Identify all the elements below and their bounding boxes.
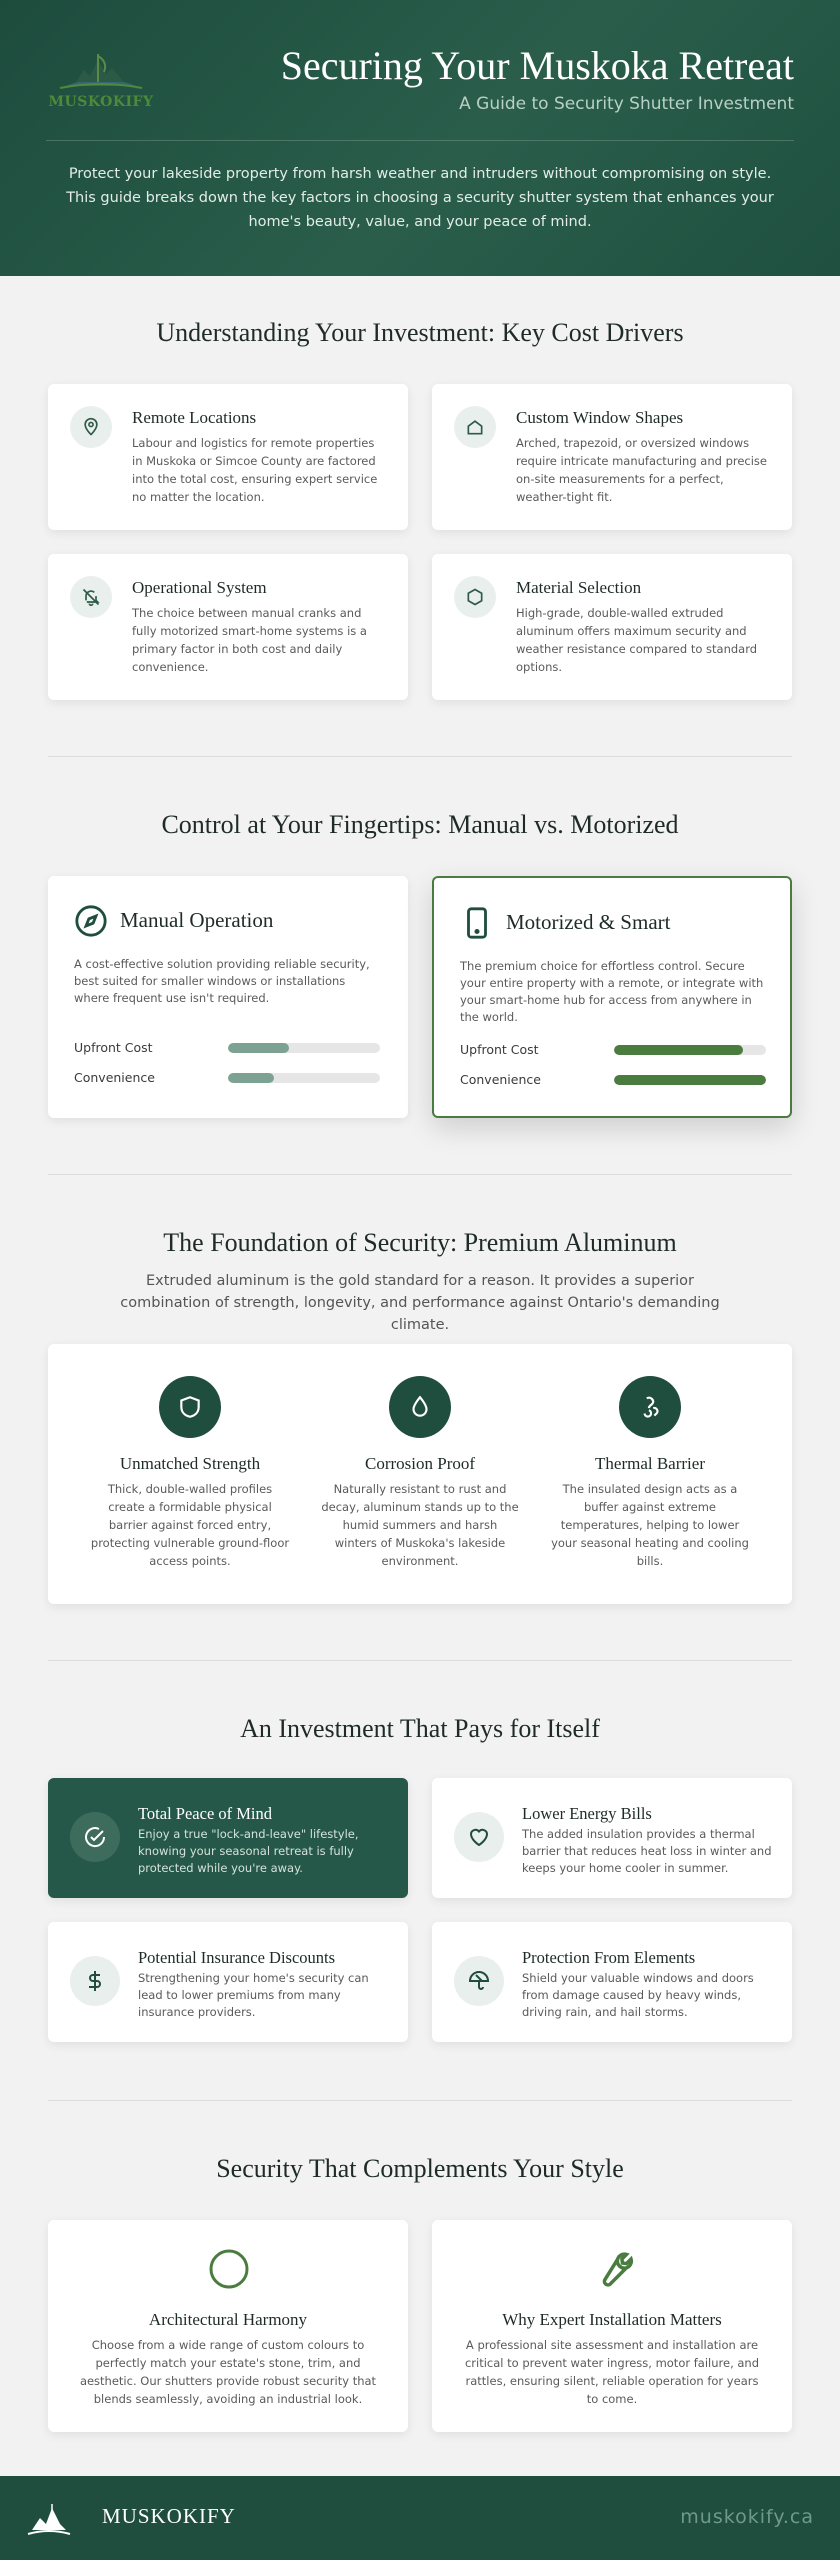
motorized-convenience-label: Convenience xyxy=(460,1072,541,1087)
aluminum-section-title: The Foundation of Security: Premium Aluminum xyxy=(163,1228,677,1257)
benefit-text: The added insulation provides a thermal barrier that reduces heat loss in winter and keeps your home cooler in summer. xyxy=(522,1827,772,1875)
aluminum-feature-title: Corrosion Proof xyxy=(364,1454,476,1473)
motorized-cost-label: Upfront Cost xyxy=(460,1042,539,1057)
footer-logo-icon[interactable] xyxy=(24,2496,74,2540)
motorized-title: Motorized & Smart xyxy=(506,910,671,934)
cost-card-title: Material Selection xyxy=(516,578,642,597)
benefit-text: Enjoy a true "lock-and-leave" lifestyle, knowing your seasonal retreat is fully protected while you're away. xyxy=(138,1827,359,1875)
cost-card-text: The choice between manual cranks and fully motorized smart-home systems is a primary factor in both cost and daily convenience. xyxy=(132,606,367,674)
cost-card-title: Custom Window Shapes xyxy=(516,408,684,427)
footer-website-link[interactable]: muskokify.ca xyxy=(680,2506,814,2528)
brand-logo[interactable] xyxy=(46,42,156,112)
manual-convenience-fill xyxy=(228,1073,274,1083)
cost-card-text: Arched, trapezoid, or oversized windows require intricate manufacturing and precise on-site measurements for a perfect, weather-tight fit. xyxy=(516,436,768,504)
shield-icon xyxy=(159,1376,221,1438)
section-divider xyxy=(48,1174,792,1175)
style-section-title: Security That Complements Your Style xyxy=(216,2154,624,2183)
benefit-card xyxy=(432,1922,792,2042)
style-card-text: A professional site assessment and installation are critical to prevent water ingress, motor failure, and rattles, ensuring silent, reliable operation for years to come. xyxy=(464,2338,760,2406)
manual-cost-label: Upfront Cost xyxy=(74,1040,153,1055)
hero-header xyxy=(0,0,840,276)
circle-icon xyxy=(208,2248,250,2290)
cost-card xyxy=(432,384,792,530)
cost-card xyxy=(48,384,408,530)
style-card xyxy=(432,2220,792,2432)
manual-cost-bar xyxy=(228,1043,380,1053)
motorized-convenience-fill xyxy=(614,1075,766,1085)
thermal-icon xyxy=(619,1376,681,1438)
aluminum-feature-text: Thick, double-walled profiles create a formidable physical barrier against forced entry, protecting vulnerable ground-floor access points. xyxy=(90,1482,290,1568)
benefit-text: Shield your valuable windows and doors from damage caused by heavy winds, driving rain, and hail storms. xyxy=(522,1971,754,2019)
footer xyxy=(0,2476,840,2560)
benefit-title: Protection From Elements xyxy=(522,1948,696,1967)
benefit-text: Strengthening your home's security can lead to lower premiums from many insurance providers. xyxy=(138,1971,369,2019)
cost-section-title: Understanding Your Investment: Key Cost Drivers xyxy=(156,318,684,347)
dollar-icon xyxy=(70,1956,120,2006)
header-intro: Protect your lakeside property from harsh weather and intruders without compromising on style. This guide breaks down the key factors in choosing a security shutter system that enhances your home's beauty, value, and your peace of mind. xyxy=(66,166,774,230)
manual-convenience-label: Convenience xyxy=(74,1070,155,1085)
aluminum-feature-text: Naturally resistant to rust and decay, aluminum stands up to the humid summers and harsh winters of Muskoka's lakeside environment. xyxy=(321,1482,519,1568)
logo-text: MUSKOKIFY xyxy=(48,94,154,110)
aluminum-feature xyxy=(540,1344,760,1604)
check-circle-icon xyxy=(70,1812,120,1862)
footer-brand: MUSKOKIFY xyxy=(102,2504,236,2528)
cost-card-title: Operational System xyxy=(132,578,267,597)
wrench-icon xyxy=(592,2248,634,2290)
house-icon xyxy=(454,406,496,448)
benefit-card xyxy=(48,1922,408,2042)
benefit-title: Total Peace of Mind xyxy=(138,1804,273,1823)
benefit-card-highlighted xyxy=(48,1778,408,1898)
manual-operation-card xyxy=(48,876,408,1118)
aluminum-feature xyxy=(80,1344,300,1604)
motorized-convenience-bar xyxy=(614,1075,766,1085)
cost-card-title: Remote Locations xyxy=(132,408,257,427)
page-subtitle: A Guide to Security Shutter Investment xyxy=(459,94,794,114)
benefit-card xyxy=(432,1778,792,1898)
manual-cost-fill xyxy=(228,1043,289,1053)
droplet-icon xyxy=(389,1376,451,1438)
compass-icon xyxy=(74,904,108,938)
style-card-title: Architectural Harmony xyxy=(148,2310,308,2329)
page-title: Securing Your Muskoka Retreat xyxy=(280,43,794,88)
cost-card xyxy=(48,554,408,700)
umbrella-icon xyxy=(454,1956,504,2006)
aluminum-features-card xyxy=(48,1344,792,1604)
style-card xyxy=(48,2220,408,2432)
benefit-title: Lower Energy Bills xyxy=(522,1804,652,1823)
style-card-text: Choose from a wide range of custom colours to perfectly match your estate's stone, trim, and aesthetic. Our shutters provide robust security that blends seamlessly, avoiding an industrial look. xyxy=(79,2338,377,2406)
smartphone-icon xyxy=(460,906,494,940)
compare-section-title: Control at Your Fingertips: Manual vs. Motorized xyxy=(161,810,679,839)
aluminum-feature-title: Thermal Barrier xyxy=(595,1454,705,1473)
logo-emblem-icon xyxy=(46,42,156,98)
cost-card xyxy=(432,554,792,700)
aluminum-feature-text: The insulated design acts as a buffer against extreme temperatures, helping to lower your seasonal heating and cooling bills. xyxy=(551,1482,749,1568)
benefit-title: Potential Insurance Discounts xyxy=(138,1948,336,1967)
section-divider xyxy=(48,2100,792,2101)
motorized-smart-card xyxy=(432,876,792,1118)
header-divider xyxy=(46,140,794,141)
motorized-cost-bar xyxy=(614,1045,766,1055)
benefits-section-title: An Investment That Pays for Itself xyxy=(240,1714,600,1743)
manual-convenience-bar xyxy=(228,1073,380,1083)
style-card-title: Why Expert Installation Matters xyxy=(502,2310,722,2329)
map-pin-icon xyxy=(70,406,112,448)
cost-card-text: Labour and logistics for remote properties in Muskoka or Simcoe County are factored into the total cost, ensuring expert service no matter the location. xyxy=(132,436,378,504)
aluminum-section-subtitle: Extruded aluminum is the gold standard for a reason. It provides a superior combination of strength, longevity, and performance against Ontario's demanding climate. xyxy=(120,1273,720,1333)
bell-off-icon xyxy=(70,576,112,618)
manual-text: A cost-effective solution providing reliable security, best suited for smaller windows or installations where frequent use isn't required. xyxy=(74,957,370,1005)
motorized-cost-fill xyxy=(614,1045,743,1055)
section-divider xyxy=(48,756,792,757)
manual-title: Manual Operation xyxy=(120,908,274,932)
heart-icon xyxy=(454,1812,504,1862)
aluminum-feature xyxy=(310,1344,530,1604)
section-divider xyxy=(48,1660,792,1661)
cost-card-text: High-grade, double-walled extruded aluminum offers maximum security and weather resistance compared to standard options. xyxy=(516,606,758,674)
aluminum-feature-title: Unmatched Strength xyxy=(119,1454,261,1473)
hexagon-icon xyxy=(454,576,496,618)
motorized-text: The premium choice for effortless control. Secure your entire property with a remote, or integrate with your smart-home hub for access from anywhere in the world. xyxy=(460,959,764,1024)
